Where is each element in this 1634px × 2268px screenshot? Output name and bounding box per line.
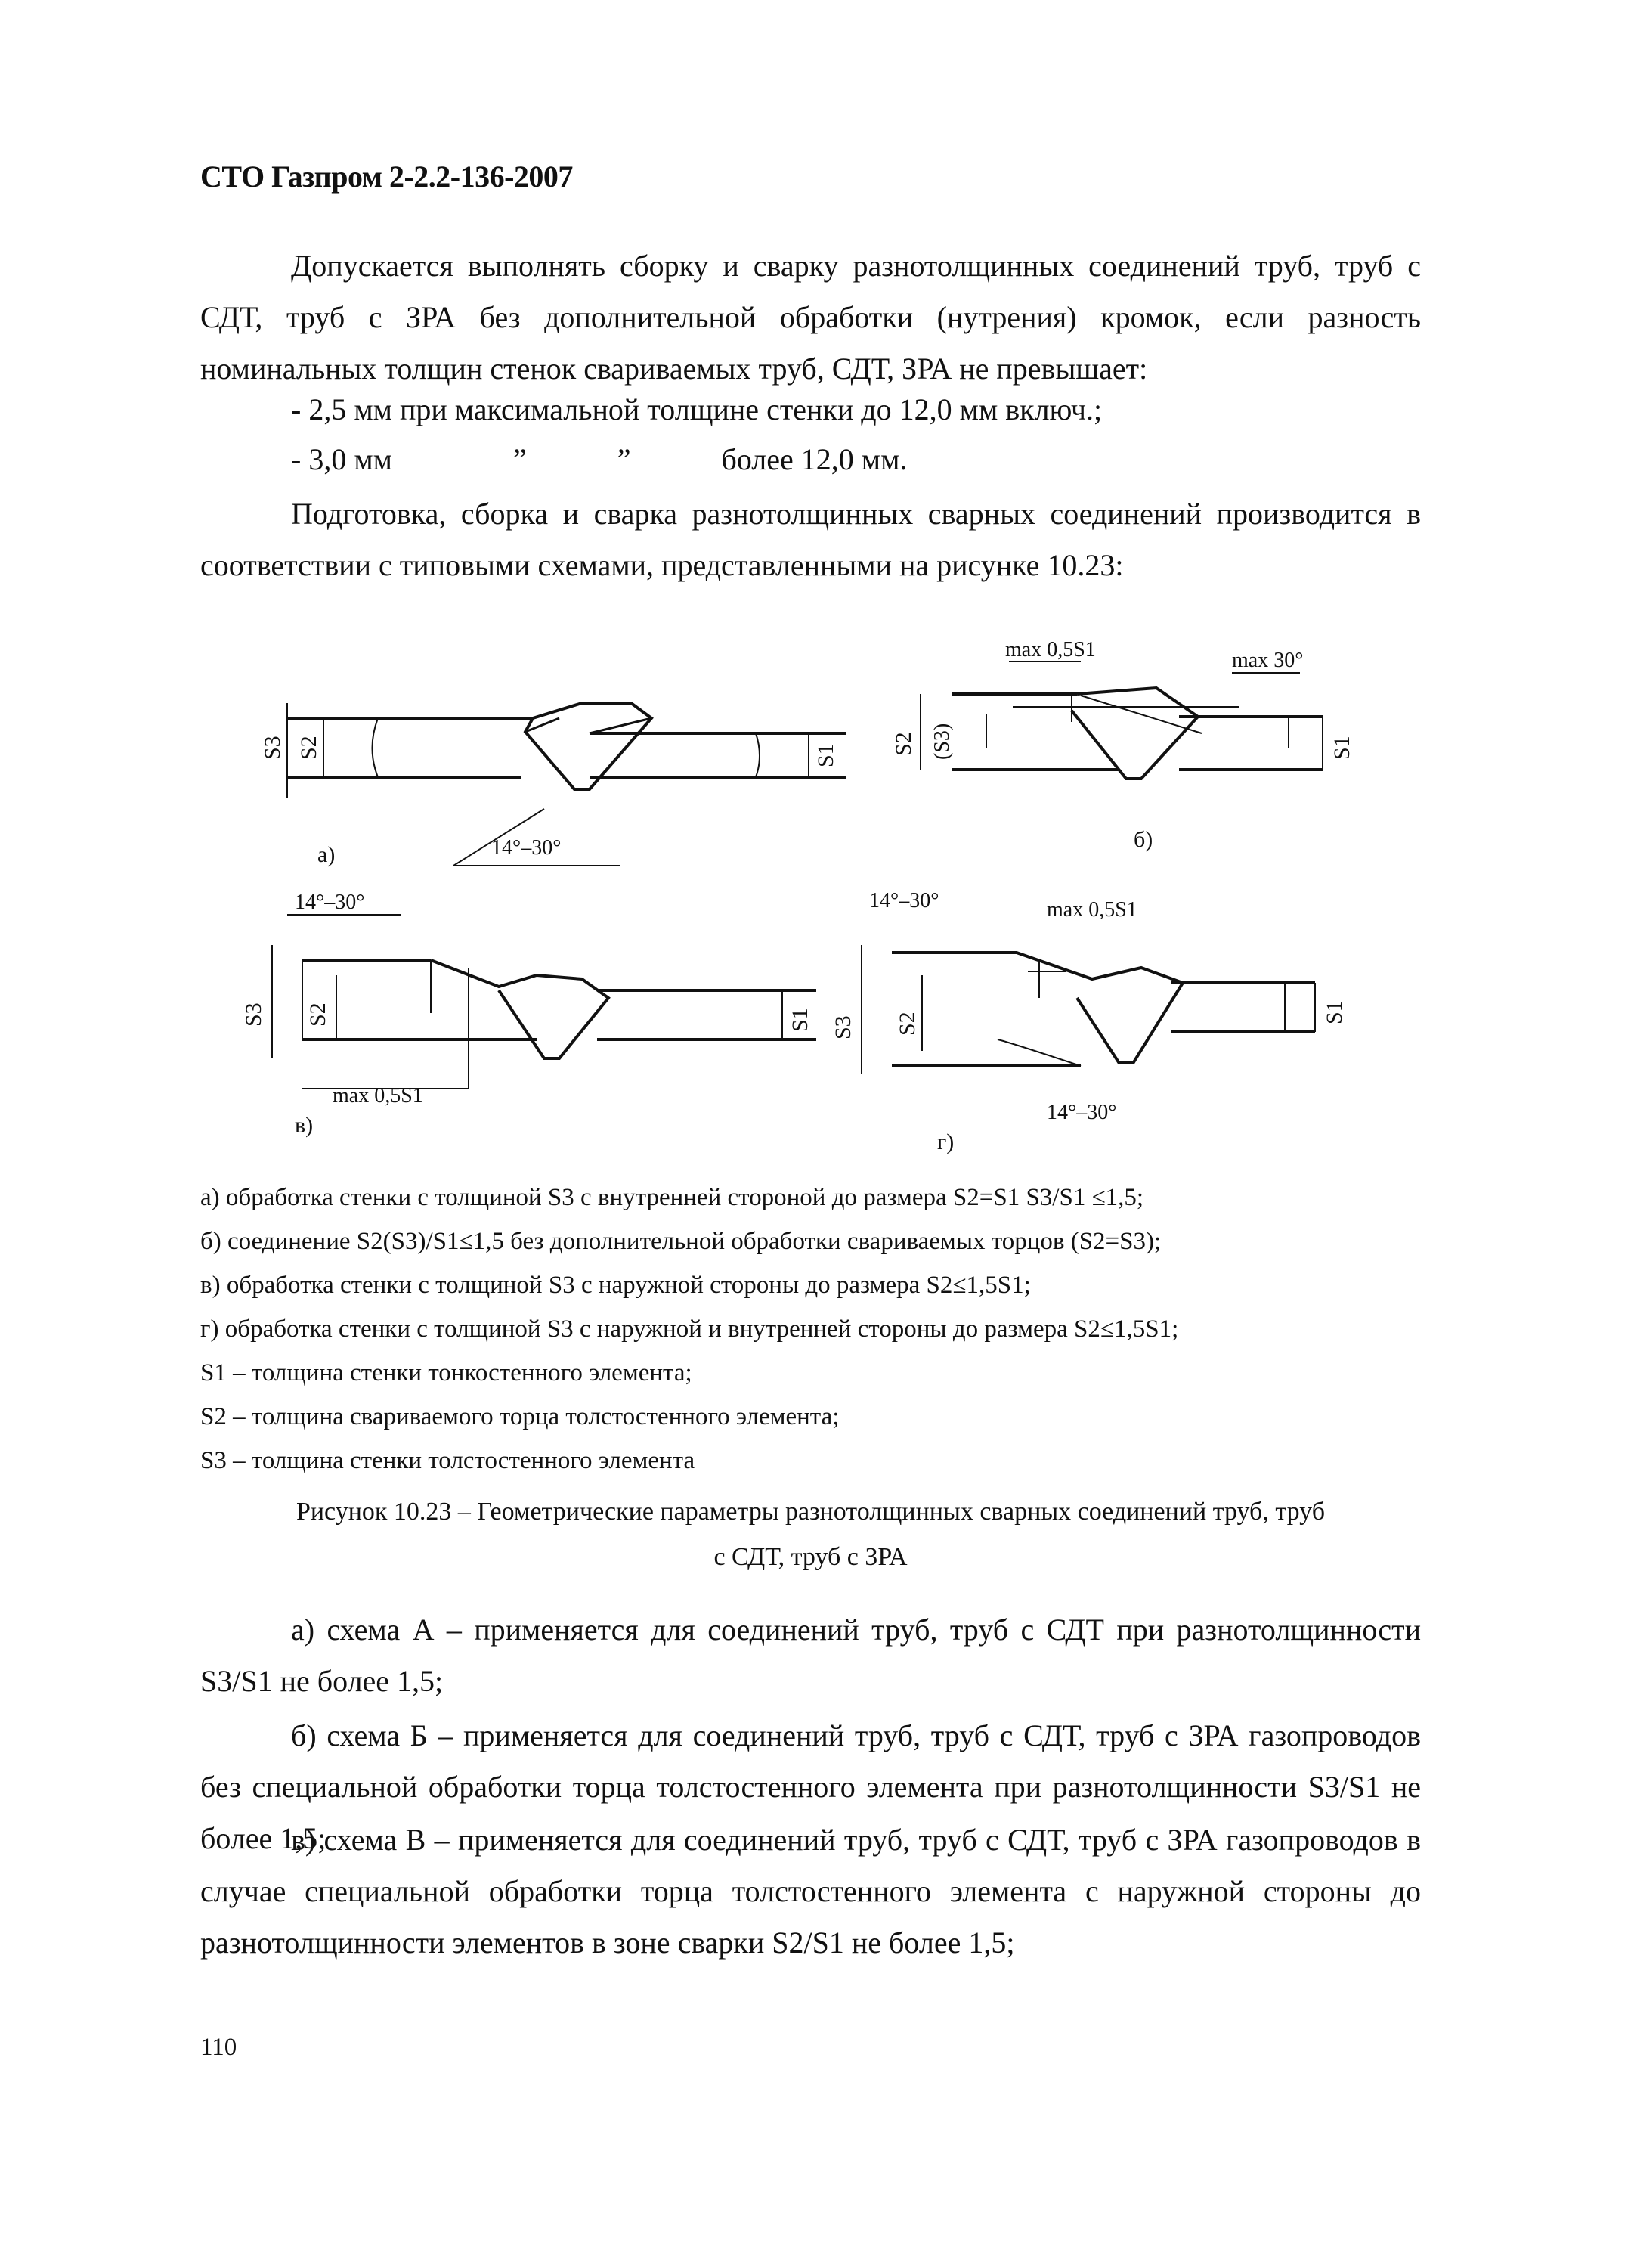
figure-10-23: [227, 627, 1421, 1172]
list-item-thickness-1: - 2,5 мм при максимальной толщине стенки до 12,0 мм включ.;: [291, 392, 1103, 426]
legend-s1: S1 – толщина стенки тонкостенного элемента;: [200, 1359, 692, 1387]
scheme-b-max-angle: max 30°: [1232, 649, 1304, 672]
scheme-a-angle: 14°–30°: [491, 836, 562, 860]
scheme-g-max-offset: max 0,5S1: [1047, 898, 1137, 922]
scheme-v-angle: 14°–30°: [295, 891, 365, 914]
scheme-v-s1: S1: [788, 1008, 812, 1032]
legend-item-a: а) обработка стенки с толщиной S3 с внутренней стороной до размера S2=S1 S3/S1 ≤1,5;: [200, 1184, 1144, 1211]
scheme-v-drawing: [272, 915, 816, 1089]
caption-line-2: с СДТ, труб с ЗРА: [713, 1543, 908, 1571]
scheme-g-drawing: [862, 945, 1315, 1074]
figure-legend: [200, 1176, 1178, 1483]
paragraph-tolerance: Допускается выполнять сборку и сварку разнотолщинных соединений труб, труб с СДТ, труб с ЗРА без дополнительной обработки (нутрения) кромок, если разность номинальных толщин стенок свариваемых труб, СДТ, ЗРА не превышает:: [200, 249, 1421, 386]
scheme-a-s1: S1: [813, 743, 838, 767]
scheme-v-label: в): [295, 1113, 314, 1138]
scheme-g-s2: S2: [895, 1012, 920, 1036]
legend-item-b: б) соединение S2(S3)/S1≤1,5 без дополнительной обработки свариваемых торцов (S2=S3);: [200, 1228, 1162, 1255]
caption-line-1: Рисунок 10.23 – Геометрические параметры разнотолщинных сварных соединений труб, труб: [296, 1498, 1326, 1526]
scheme-b-max-offset: max 0,5S1: [1005, 638, 1096, 662]
scheme-v-s2: S2: [305, 1002, 330, 1027]
paragraph-scheme-v: в) схема В – применяется для соединений труб, труб с СДТ, труб с ЗРА газопроводов в случае специальной обработки торца толстостенного элемента с наружной стороны до разнотолщинности элементов в зоне сварки S2/S1 не более 1,5;: [200, 1823, 1421, 1960]
scheme-a-label: а): [317, 842, 336, 867]
list-item-thickness-2: - 3,0 мм ” ” более 12,0 мм.: [291, 442, 908, 476]
legend-s2: S2 – толщина свариваемого торца толстостенного элемента;: [200, 1403, 840, 1430]
page-number: 110: [200, 2034, 237, 2061]
scheme-b-s1: S1: [1329, 736, 1354, 760]
paragraph-preparation: Подготовка, сборка и сварка разнотолщинных сварных соединений производится в соответствии с типовыми схемами, представленными на рисунке 10.23:: [200, 497, 1421, 582]
scheme-a-s2: S2: [296, 736, 321, 760]
scheme-v-max-offset: max 0,5S1: [333, 1084, 423, 1108]
scheme-g-s1: S1: [1322, 1000, 1347, 1024]
scheme-g-angle-bottom: 14°–30°: [1047, 1101, 1117, 1124]
scheme-g-s3: S3: [831, 1015, 856, 1040]
paragraph-scheme-b: б) схема Б – применяется для соединений труб, труб с СДТ, труб с ЗРА газопроводов без специальной обработки торца толстостенного элемента при разнотолщинности S3/S1 не более 1,5;: [200, 1718, 1421, 1855]
scheme-b-s3: (S3): [930, 723, 954, 760]
scheme-b-drawing: [921, 662, 1323, 779]
scheme-g-label: г): [937, 1129, 955, 1154]
scheme-b-label: б): [1134, 827, 1153, 852]
figure-caption: [200, 1489, 1421, 1580]
scheme-b-s2: S2: [891, 732, 916, 756]
paragraph-scheme-a: а) схема А – применяется для соединений труб, труб с СДТ при разнотолщинности S3/S1 не более 1,5;: [200, 1613, 1421, 1698]
legend-item-v: в) обработка стенки с толщиной S3 с наружной стороны до размера S2≤1,5S1;: [200, 1272, 1031, 1299]
document-header: СТО Газпром 2-2.2-136-2007: [200, 160, 573, 194]
legend-item-g: г) обработка стенки с толщиной S3 с наружной и внутренней стороны до размера S2≤1,5S1;: [200, 1315, 1179, 1343]
legend-s3: S3 – толщина стенки толстостенного элемента: [200, 1447, 695, 1474]
scheme-v-s3: S3: [241, 1002, 266, 1027]
scheme-a-s3: S3: [260, 736, 285, 760]
scheme-a-drawing: [287, 703, 846, 866]
scheme-g-angle-top: 14°–30°: [869, 889, 939, 912]
